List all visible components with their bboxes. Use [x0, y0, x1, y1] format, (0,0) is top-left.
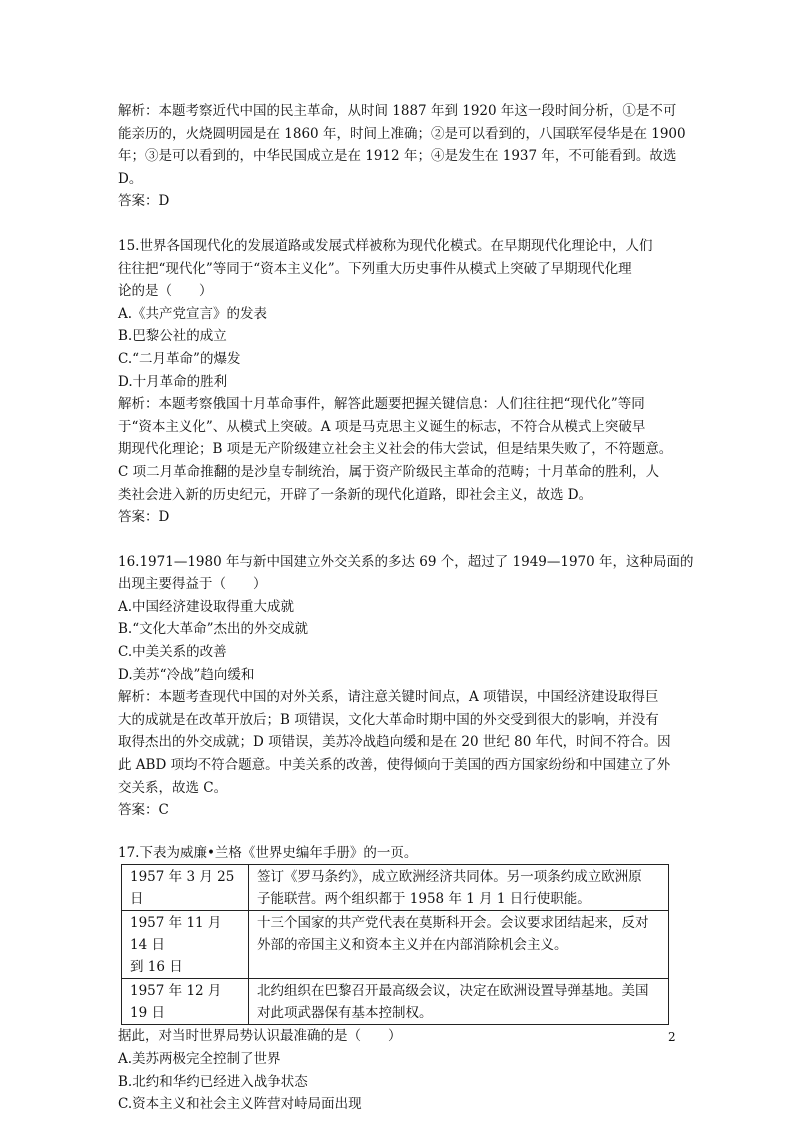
q14-answer: 答案：D: [118, 193, 170, 210]
document-body: [118, 100, 694, 1116]
date-line: 1957 年 12 月 19 日: [130, 983, 222, 1022]
explanation-line: 能亲历的，火烧圆明园是在 1860 年，时间上准确；②是可以看到的，八国联军侵华是在 1900: [118, 125, 686, 142]
page-number: 2: [668, 1030, 676, 1044]
event-cell: [249, 865, 669, 911]
explanation-line: 此 ABD 项均不符合题意。中美关系的改善，使得倾向于美国的西方国家纷纷和中国建立了外: [118, 757, 671, 774]
explanation-line: 期现代化理论；B 项是无产阶级建立社会主义社会的伟大尝试，但是结果失败了，不符题意。: [118, 441, 673, 458]
date-line: 1957 年 11 月 14 日: [130, 915, 222, 954]
question-stem-line: 出现主要得益于（ ）: [118, 576, 267, 593]
explanation-line: 年；③是可以看到的，中华民国成立是在 1912 年；④是发生在 1937 年，不可能看到。故选: [118, 148, 677, 165]
explanation-line: 解析：本题考察俄国十月革命事件，解答此题要把握关键信息：人们往往把“现代化”等同: [118, 396, 645, 413]
answer: 答案：C: [118, 802, 169, 819]
question-stem-line: 往往把“现代化”等同于“资本主义化”。下列重大历史事件从模式上突破了早期现代化理: [118, 260, 632, 277]
date-line: 到 16 日: [130, 959, 183, 976]
explanation-line: C 项二月革命推翻的是沙皇专制统治，属于资产阶级民主革命的范畴；十月革命的胜利，人: [118, 463, 660, 480]
question-16: [118, 551, 694, 822]
explanation-line: 解析：本题考察近代中国的民主革命，从时间 1887 年到 1920 年这一段时间分析，①是不可: [118, 103, 677, 119]
question-stem-line: 15.世界各国现代化的发展道路或发展式样被称为现代化模式。在早期现代化理论中，人们: [118, 237, 653, 254]
question-stem-line: 17.下表为威廉•兰格《世界史编年手册》的一页。: [118, 844, 418, 861]
option-c: C.“二月革命”的爆发: [118, 350, 241, 367]
explanation-line: 取得杰出的外交成就；D 项错误，美苏冷战趋向缓和是在 20 世纪 80 年代，时间不符合。因: [118, 734, 671, 751]
event-line: 外部的帝国主义和资本主义并在内部消除机会主义。: [257, 937, 568, 954]
question-17: [118, 842, 678, 1116]
spacer: [118, 213, 678, 235]
question-stem-line: 论的是（ ）: [118, 283, 213, 300]
question-prompt: 据此，对当时世界局势认识最准确的是（ ）: [118, 1028, 402, 1045]
explanation-line: 交关系，故选 C。: [118, 779, 228, 796]
option-a: A.美苏两极完全控制了世界: [118, 1051, 281, 1067]
option-b: B.北约和华约已经进入战争状态: [118, 1073, 308, 1090]
spacer: [118, 822, 678, 842]
event-line: 北约组织在巴黎召开最高级会议，决定在欧洲设置导弹基地。美国: [257, 983, 649, 1000]
question-15: [118, 235, 678, 529]
option-d: D.美苏“冷战”趋向缓和: [118, 666, 255, 683]
explanation-line: 于“资本主义化”、从模式上突破。A 项是马克思主义诞生的标志，不符合从模式上突破早: [118, 418, 646, 435]
table-row: [122, 865, 669, 911]
option-c: C.中美关系的改善: [118, 644, 227, 661]
date-cell: [122, 979, 249, 1025]
question-stem-line: 16.1971—1980 年与新中国建立外交关系的多达 69 个，超过了 1949—1970 年，这种局面的: [118, 553, 694, 570]
explanation-line: D。: [118, 170, 143, 187]
option-c: C.资本主义和社会主义阵营对峙局面出现: [118, 1096, 362, 1113]
event-line: 对此项武器保有基本控制权。: [257, 1005, 433, 1022]
option-a: A.《共产党宣言》的发表: [118, 305, 268, 322]
event-cell: [249, 979, 669, 1025]
chronology-table: [121, 864, 669, 1025]
explanation-line: 大的成就是在改革开放后；B 项错误，文化大革命时期中国的外交受到很大的影响，并没有: [118, 711, 659, 728]
event-line: 十三个国家的共产党代表在莫斯科开会。会议要求团结起来，反对: [257, 915, 649, 932]
option-a: A.中国经济建设取得重大成就: [118, 598, 295, 615]
explanation-line: 解析：本题考查现代中国的对外关系，请注意关键时间点，A 项错误，中国经济建设取得巨: [118, 689, 659, 706]
event-cell: [249, 911, 669, 979]
explanation-line: 类社会进入新的历史纪元，开辟了一条新的现代化道路，即社会主义，故选 D。: [118, 486, 593, 503]
table-row: [122, 911, 669, 979]
answer: 答案：D: [118, 509, 170, 526]
date-line: 1957 年 3 月 25 日: [130, 869, 235, 908]
option-b: B.巴黎公社的成立: [118, 328, 227, 345]
event-line: 子能联营。两个组织都于 1958 年 1 月 1 日行使职能。: [257, 891, 591, 908]
option-d: D.十月革命的胜利: [118, 373, 228, 390]
option-b: B.“文化大革命”杰出的外交成就: [118, 621, 309, 638]
spacer: [118, 529, 678, 551]
table-row: [122, 979, 669, 1025]
date-cell: [122, 911, 249, 979]
date-cell: [122, 865, 249, 911]
event-line: 签订《罗马条约》，成立欧洲经济共同体。另一项条约成立欧洲原: [257, 869, 642, 886]
q14-explanation: [118, 100, 686, 190]
